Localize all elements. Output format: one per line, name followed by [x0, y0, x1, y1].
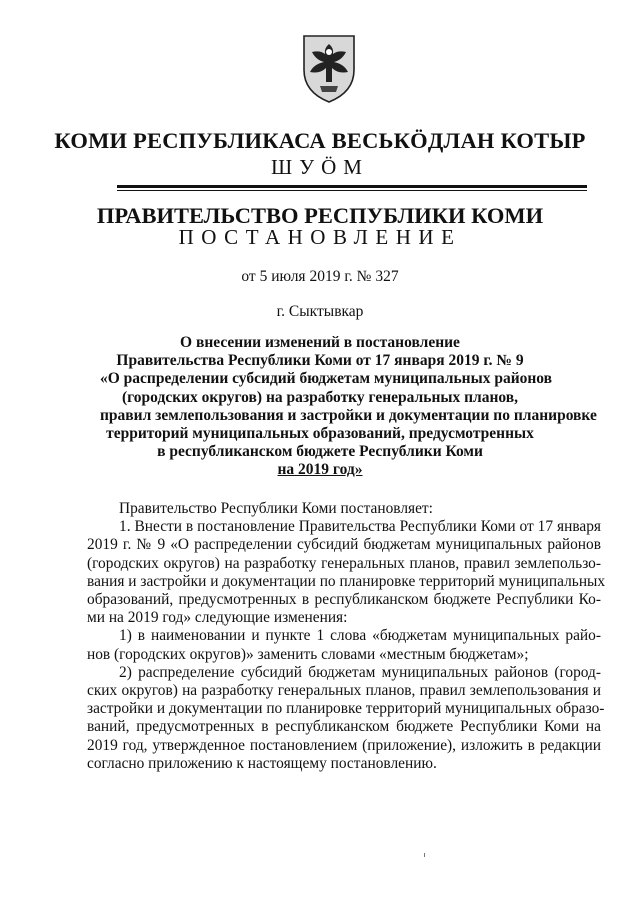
header-ru-doc-type: ПОСТАНОВЛЕНИЕ — [178, 225, 462, 249]
document-city: г. Сыктывкар — [276, 303, 364, 320]
body-line: Правительство Республики Коми постановляет: — [119, 500, 433, 517]
title-line: в республиканском бюджете Республики Коми — [157, 443, 483, 461]
body-line: 1) в наименовании и пункте 1 слова «бюджетам муниципальных райо- — [119, 627, 601, 645]
body-line: ских округов) на разработку генеральных планов, правил землепользования и — [87, 682, 601, 700]
title-line: на 2019 год» — [277, 461, 363, 479]
body-line: ваний, предусмотренных в республиканском бюджете Республики Коми на — [87, 718, 601, 736]
body-line: 2) распределение субсидий бюджетам муниципальных районов (город- — [119, 663, 601, 681]
title-line: (городских округов) на разработку генеральных планов, — [121, 388, 519, 406]
komi-coat-of-arms-icon — [300, 30, 358, 104]
body-line: согласно приложению к настоящему постановлению. — [87, 754, 437, 772]
document-date-number: от 5 июля 2019 г. № 327 — [241, 268, 399, 285]
body-line: 1. Внести в постановление Правительства Республики Коми от 17 января — [119, 518, 601, 536]
title-line: О внесении изменений в постановление — [180, 334, 460, 351]
body-line: (городских округов) на разработку генеральных планов, правил землепользо- — [87, 554, 601, 572]
body-line: ми на 2019 год» следующие изменения: — [87, 609, 348, 627]
body-line: вания и застройки и документации по планировке территорий муниципальных — [87, 572, 606, 590]
body-line: 2019 год, утвержденное постановлением (приложение), изложить в редакции — [87, 736, 601, 754]
body-line: нов (городских округов)» заменить словами «местным бюджетам»; — [87, 645, 529, 663]
document-title — [100, 334, 597, 480]
document-body — [87, 500, 606, 773]
body-line: 2019 г. № 9 «О распределении субсидий бюджетам муниципальных районов — [87, 536, 601, 554]
title-line: «О распределении субсидий бюджетам муниципальных районов — [100, 370, 553, 388]
header-ru-name: ПРАВИТЕЛЬСТВО РЕСПУБЛИКИ КОМИ — [96, 203, 544, 228]
header-komi-name: КОМИ РЕСПУБЛИКАСА ВЕСЬКӦДЛАН КОТЫР — [54, 128, 586, 153]
header-divider-thin — [117, 190, 587, 191]
title-line: Правительства Республики Коми от 17 января 2019 г. № 9 — [116, 352, 524, 370]
body-line: образований, предусмотренных в республиканском бюджете Республики Ко- — [87, 591, 601, 609]
body-line: застройки и документации по планировке территорий муниципальных образо- — [87, 700, 605, 718]
title-line: правил землепользования и застройки и документации по планировке — [100, 406, 597, 424]
header-komi-doc-type: ШУӦМ — [271, 155, 369, 179]
title-line: территорий муниципальных образований, предусмотренных — [106, 425, 534, 443]
header-divider-thick — [117, 185, 587, 188]
scan-speck — [424, 853, 425, 857]
